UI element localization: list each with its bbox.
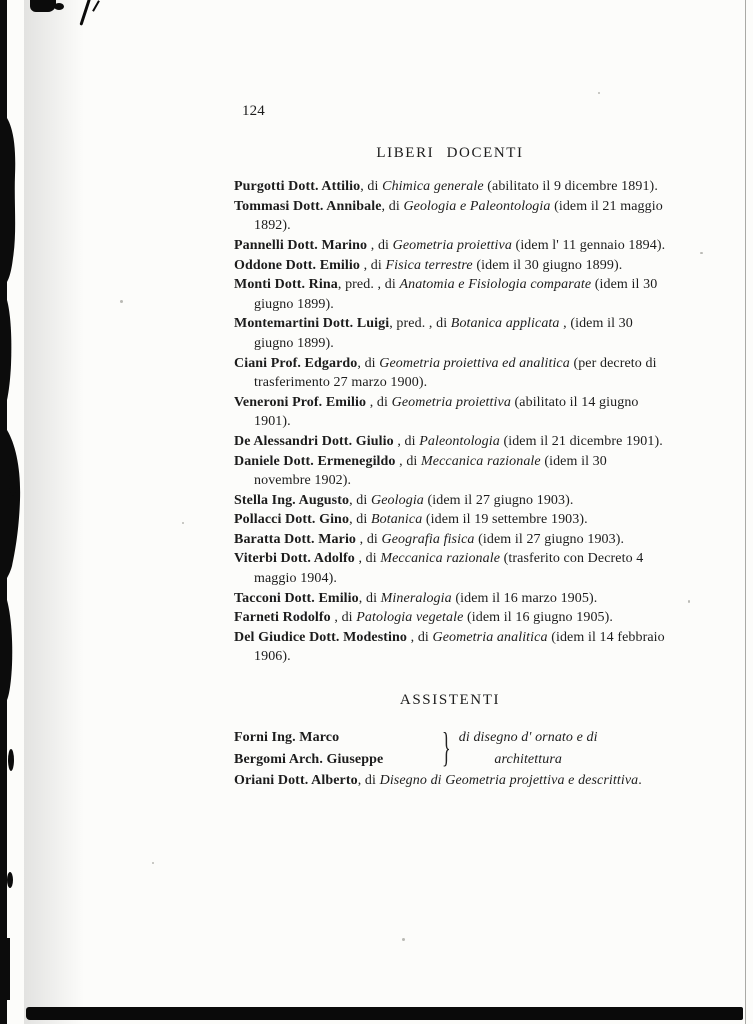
docente-name: Oddone Dott. Emilio xyxy=(234,257,360,273)
pair-subject-line2: architettura xyxy=(494,751,562,767)
scan-top-mark xyxy=(79,0,91,26)
docente-sep: , di xyxy=(356,531,382,547)
section-title-liberi-docenti: LIBERI DOCENTI xyxy=(376,144,524,161)
docente-sep: , di xyxy=(349,512,371,528)
docente-name: Stella Ing. Augusto xyxy=(234,492,350,508)
docente-sep: , di xyxy=(349,492,371,508)
docente-note: (idem il 27 giugno 1903). xyxy=(423,492,574,508)
docente-sep: , pred. , di xyxy=(389,316,451,332)
docente-name: Del Giudice Dott. Modestino xyxy=(234,629,408,645)
scan-left-edge xyxy=(0,0,40,1024)
docente-entry xyxy=(234,197,666,236)
scan-right-edge xyxy=(745,0,746,1024)
assistente-subject: Disegno di Geometria projettiva e descrittiva xyxy=(379,772,639,788)
docente-subject: Chimica generale xyxy=(382,179,484,195)
docente-subject: Anatomia e Fisiologia comparate xyxy=(399,277,592,293)
docente-note: (idem il 27 giugno 1903). xyxy=(474,531,625,547)
scan-top-mark xyxy=(30,0,56,12)
docente-name: Daniele Dott. Ermenegildo xyxy=(234,453,396,469)
docente-name: Farneti Rodolfo xyxy=(234,610,331,626)
docente-note: (idem il 30 novembre 1902). xyxy=(254,453,607,489)
docente-name: Tacconi Dott. Emilio xyxy=(234,590,359,606)
docente-sep: , di xyxy=(354,551,381,567)
docente-name: Tommasi Dott. Annibale xyxy=(234,198,382,214)
docente-subject: Geometria analitica xyxy=(432,629,548,645)
docente-subject: Geometria proiettiva ed analitica xyxy=(379,355,570,371)
scan-top-mark xyxy=(54,3,64,10)
scan-bottom-edge xyxy=(26,1007,743,1020)
docente-note: , (idem il 30 giugno 1899). xyxy=(254,316,633,351)
docente-note: (idem il 14 febbraio 1906). xyxy=(254,629,665,665)
docente-subject: Meccanica razionale xyxy=(421,453,541,469)
docente-sep: , di xyxy=(358,590,381,606)
docente-entry xyxy=(234,393,666,432)
docente-name: Pannelli Dott. Marino xyxy=(234,237,368,253)
assistente-name: Forni Ing. Marco xyxy=(234,729,340,745)
docente-entry xyxy=(234,432,666,452)
scan-speck xyxy=(700,252,703,254)
scan-speck xyxy=(688,600,690,603)
docente-note: (abilitato il 9 dicembre 1891). xyxy=(483,179,658,195)
docente-entry xyxy=(234,256,666,276)
scan-speck xyxy=(152,862,154,864)
docente-entry xyxy=(234,628,666,667)
docente-entry xyxy=(234,236,666,256)
docente-sep: , pred. , di xyxy=(337,277,400,293)
docente-sep: , di xyxy=(395,453,422,469)
docente-note: (idem il 30 giugno 1899). xyxy=(254,277,658,312)
docente-name: Ciani Prof. Edgardo xyxy=(234,355,358,371)
docente-sep: , di xyxy=(330,610,357,626)
assistenti-pair-subject xyxy=(459,727,598,771)
docente-entry xyxy=(234,549,666,588)
docenti-list xyxy=(234,177,666,667)
docente-entry xyxy=(234,530,666,550)
docente-subject: Geometria proiettiva xyxy=(391,394,511,410)
docente-note: (idem il 16 giugno 1905). xyxy=(463,610,614,626)
scan-speck xyxy=(402,938,405,941)
page-content xyxy=(234,102,666,790)
assistente-name: Bergomi Arch. Giuseppe xyxy=(234,751,384,767)
pair-subject-line1: di disegno d' ornato e di xyxy=(458,729,598,745)
docente-entry xyxy=(234,354,666,393)
docente-name: De Alessandri Dott. Giulio xyxy=(234,433,394,449)
docente-sep: , di xyxy=(357,355,380,371)
docente-sep: , di xyxy=(359,257,386,273)
docente-sep: , di xyxy=(366,394,392,410)
docente-name: Viterbi Dott. Adolfo xyxy=(234,551,355,567)
scan-speck xyxy=(182,522,184,524)
assistenti-pair xyxy=(234,723,666,771)
scan-top-mark xyxy=(92,0,100,11)
docente-subject: Geografia fisica xyxy=(381,531,475,547)
docente-subject: Fisica terrestre xyxy=(385,257,473,273)
docente-entry xyxy=(234,510,666,530)
docente-sep: , di xyxy=(381,198,404,214)
docente-note: (idem il 21 maggio 1892). xyxy=(254,198,663,234)
docente-name: Monti Dott. Rina xyxy=(234,277,338,293)
docente-note: (idem il 21 dicembre 1901). xyxy=(499,433,663,449)
assistente-note: . xyxy=(638,772,642,788)
assistente-sep: , di xyxy=(357,772,380,788)
docente-sep: , di xyxy=(367,237,393,253)
docente-entry xyxy=(234,177,666,197)
docente-name: Baratta Dott. Mario xyxy=(234,531,357,547)
docente-name: Pollacci Dott. Gino xyxy=(234,512,350,528)
assistente-name: Oriani Dott. Alberto xyxy=(234,772,358,788)
docente-note: (trasferito con Decreto 4 maggio 1904). xyxy=(254,551,644,587)
assistenti-pair-names xyxy=(234,727,442,771)
docente-subject: Patologia vegetale xyxy=(356,610,464,626)
docente-subject: Geologia e Paleontologia xyxy=(403,198,551,214)
docente-note: (idem il 16 marzo 1905). xyxy=(451,590,598,606)
docente-note: (idem il 19 settembre 1903). xyxy=(422,512,588,528)
docente-entry xyxy=(234,608,666,628)
assistente-entry xyxy=(234,771,666,791)
docente-sep: , di xyxy=(407,629,433,645)
docente-note: (abilitato il 14 giugno 1901). xyxy=(254,394,639,430)
brace-glyph: } xyxy=(442,723,451,770)
docente-subject: Geometria proiettiva xyxy=(392,237,512,253)
docente-sep: , di xyxy=(360,179,383,195)
docente-subject: Botanica xyxy=(370,512,423,528)
scan-speck xyxy=(598,92,600,94)
docente-entry xyxy=(234,589,666,609)
docente-subject: Geologia xyxy=(371,492,424,508)
docente-note: (per decreto di trasferimento 27 marzo 1900). xyxy=(254,355,657,391)
docente-entry xyxy=(234,452,666,491)
docente-subject: Meccanica razionale xyxy=(380,551,501,567)
docente-entry xyxy=(234,275,666,314)
docente-subject: Botanica applicata xyxy=(450,316,560,332)
docente-sep: , di xyxy=(393,433,420,449)
section-title-assistenti: ASSISTENTI xyxy=(399,692,501,709)
docente-name: Montemartini Dott. Luigi xyxy=(234,316,390,332)
docente-entry xyxy=(234,314,666,353)
docente-entry xyxy=(234,491,666,511)
docente-note: (idem il 30 giugno 1899). xyxy=(472,257,623,273)
docente-subject: Mineralogia xyxy=(380,590,452,606)
docente-note: (idem l' 11 gennaio 1894). xyxy=(511,237,666,253)
docente-subject: Paleontologia xyxy=(419,433,500,449)
docente-name: Purgotti Dott. Attilio xyxy=(234,179,361,195)
page-number: 124 xyxy=(242,103,265,119)
scan-speck xyxy=(120,300,123,303)
docente-name: Veneroni Prof. Emilio xyxy=(234,394,367,410)
